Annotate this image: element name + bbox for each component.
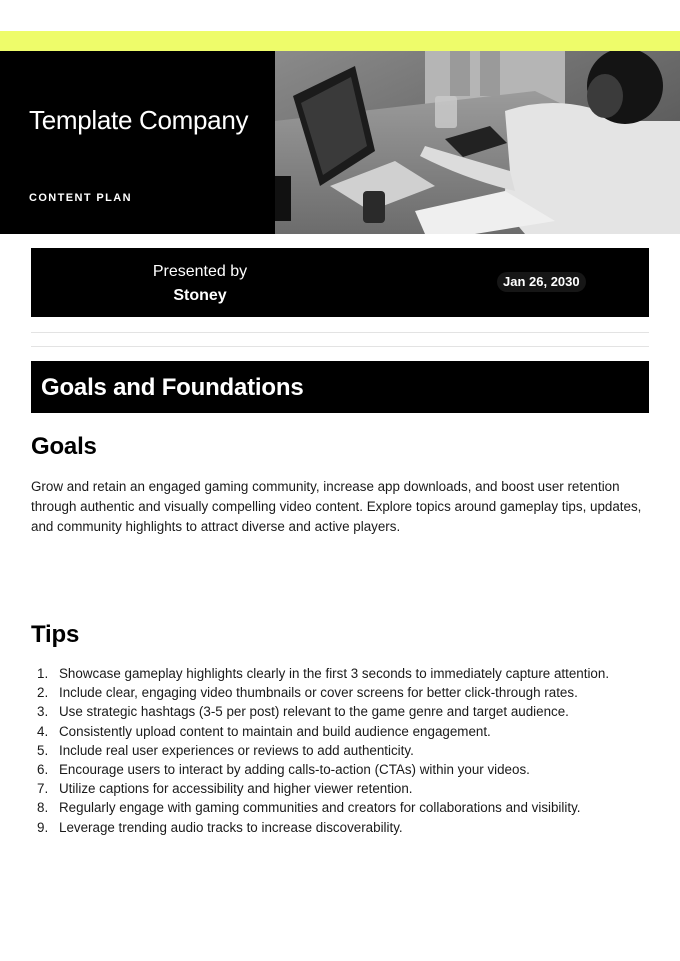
list-item-text: Use strategic hashtags (3-5 per post) relevant to the game genre and target audience. xyxy=(59,704,569,720)
tips-heading: Tips xyxy=(31,621,80,648)
section-banner xyxy=(31,361,649,413)
list-item-text: Regularly engage with gaming communities and creators for collaborations and visibility. xyxy=(59,800,581,816)
list-item-text: Utilize captions for accessibility and higher viewer retention. xyxy=(59,781,413,797)
presentation-date: Jan 26, 2030 xyxy=(497,272,586,292)
list-number: 3. xyxy=(37,704,49,720)
divider-top xyxy=(31,332,649,333)
hero-header xyxy=(0,51,680,234)
list-item-text: Consistently upload content to maintain and build audience engagement. xyxy=(59,723,491,739)
list-item-text: Encourage users to interact by adding calls-to-action (CTAs) within your videos. xyxy=(59,762,530,778)
list-number: 7. xyxy=(37,781,49,797)
list-item-text: Include clear, engaging video thumbnails or cover screens for better click-through rates. xyxy=(59,685,578,701)
divider-bottom xyxy=(31,346,649,347)
list-item xyxy=(31,818,653,837)
list-item xyxy=(31,664,653,683)
list-item xyxy=(31,779,653,798)
tips-list xyxy=(31,664,653,837)
list-number: 5. xyxy=(37,742,49,758)
list-item xyxy=(31,683,653,702)
list-item-text: Leverage trending audio tracks to increase discoverability. xyxy=(59,819,403,835)
list-number: 9. xyxy=(37,819,49,835)
section-title: Goals and Foundations xyxy=(41,374,304,401)
presenter-bar xyxy=(31,248,649,317)
list-number: 4. xyxy=(37,723,49,739)
hero-photo xyxy=(275,51,680,234)
list-item xyxy=(31,760,653,779)
list-number: 8. xyxy=(37,800,49,816)
list-item xyxy=(31,702,653,721)
list-item-text: Showcase gameplay highlights clearly in the first 3 seconds to immediately capture attention. xyxy=(59,666,610,681)
list-item xyxy=(31,722,653,741)
presented-by-label: Presented by xyxy=(152,263,248,280)
goals-paragraph: Grow and retain an engaged gaming community, increase app downloads, and boost user retention through authentic and visually compelling video content. Explore topics around gameplay tips, updates, and community highlights to attract diverse and active players. xyxy=(31,479,642,535)
goals-heading: Goals xyxy=(31,433,97,460)
list-item xyxy=(31,741,653,760)
company-name: Template Company xyxy=(29,105,249,135)
accent-strip xyxy=(0,31,680,51)
list-number: 1. xyxy=(37,666,49,681)
list-item-text: Include real user experiences or reviews to add authenticity. xyxy=(59,742,414,758)
laptop-desk-photo-icon xyxy=(275,51,680,234)
list-item xyxy=(31,798,653,817)
presenter-name: Stoney xyxy=(173,287,227,304)
list-number: 2. xyxy=(37,685,49,701)
list-number: 6. xyxy=(37,762,49,778)
document-subtitle: CONTENT PLAN xyxy=(29,192,132,204)
hero-title-block xyxy=(0,51,274,234)
